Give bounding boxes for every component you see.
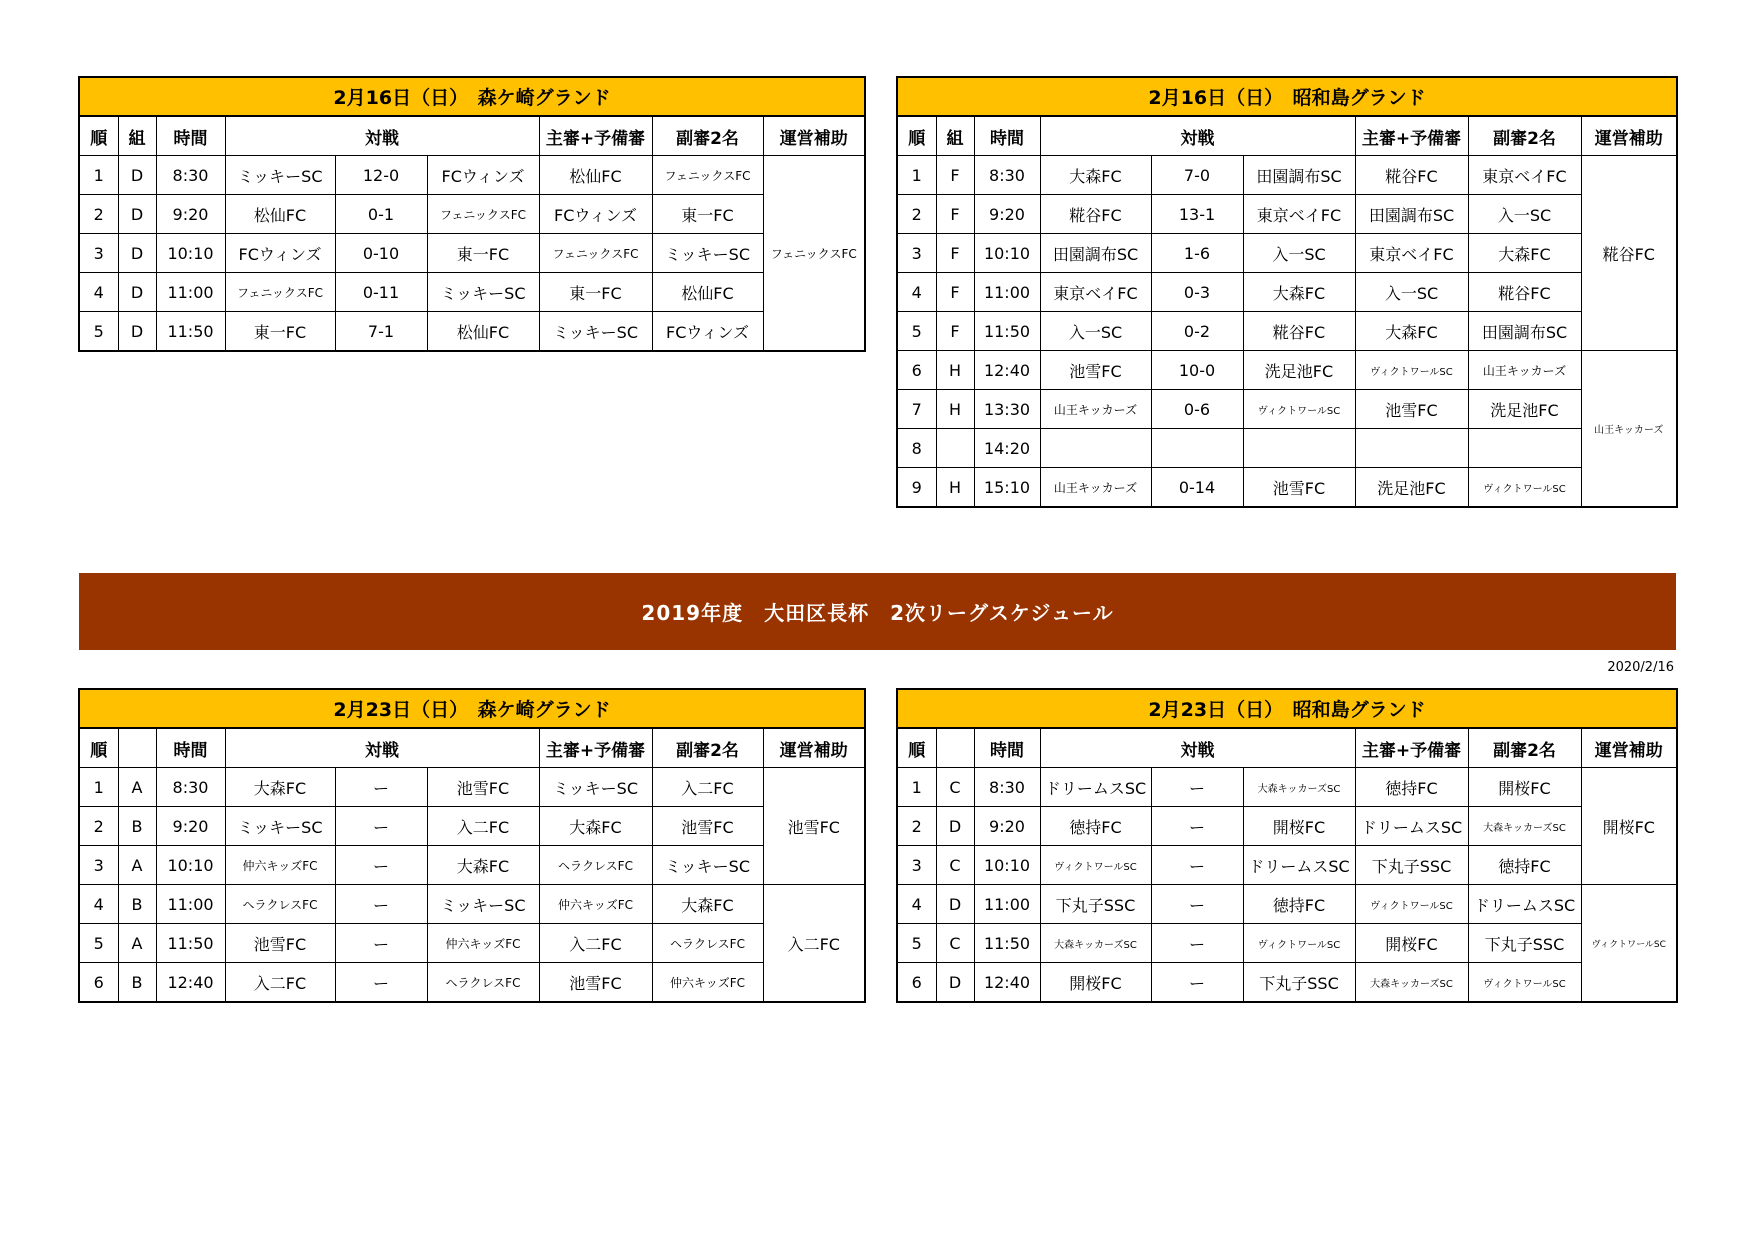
referee: 糀谷FC	[1355, 156, 1468, 195]
away-team: ヴィクトワールSC	[1243, 924, 1355, 963]
assistant-referees: 東一FC	[652, 195, 763, 234]
referee: 松仙FC	[539, 156, 652, 195]
assistant-referees: フェニックスFC	[652, 156, 763, 195]
page-title: 2019年度 大田区長杯 2次リーグスケジュール	[641, 601, 1114, 625]
match-group: F	[936, 156, 974, 195]
match-score: ー	[1151, 768, 1243, 807]
match-no: 5	[897, 312, 936, 351]
table-row	[79, 807, 865, 846]
col-header-group: 組	[936, 116, 974, 156]
col-header-time: 時間	[156, 116, 225, 156]
match-group: D	[118, 195, 156, 234]
table-row	[897, 156, 1677, 195]
match-group: D	[936, 807, 974, 846]
assistant-referees: 入一SC	[1468, 195, 1581, 234]
col-header-referee: 主審+予備審	[539, 116, 652, 156]
match-no: 1	[897, 156, 936, 195]
table-row	[897, 195, 1677, 234]
match-time: 10:10	[974, 234, 1040, 273]
referee: 大森FC	[539, 807, 652, 846]
table-caption: 2月23日（日） 昭和島グランド	[897, 689, 1677, 728]
home-team	[1040, 429, 1151, 468]
match-group: F	[936, 234, 974, 273]
home-team: 開桜FC	[1040, 963, 1151, 1003]
match-time: 11:00	[974, 885, 1040, 924]
referee: 池雪FC	[539, 963, 652, 1003]
match-score: ー	[335, 768, 427, 807]
assistant-referees: 洗足池FC	[1468, 390, 1581, 429]
home-team: FCウィンズ	[225, 234, 335, 273]
home-team: 下丸子SSC	[1040, 885, 1151, 924]
home-team: 大森FC	[1040, 156, 1151, 195]
away-team: 大森キッカーズSC	[1243, 768, 1355, 807]
home-team: 池雪FC	[225, 924, 335, 963]
col-header-assistants: 副審2名	[652, 116, 763, 156]
referee: 大森キッカーズSC	[1355, 963, 1468, 1003]
assistant-referees	[1468, 429, 1581, 468]
table-row	[79, 768, 865, 807]
match-score: ー	[1151, 885, 1243, 924]
away-team: 仲六キッズFC	[427, 924, 539, 963]
table-row	[897, 312, 1677, 351]
match-no: 8	[897, 429, 936, 468]
home-team: 松仙FC	[225, 195, 335, 234]
match-no: 4	[79, 273, 118, 312]
col-header-group	[936, 728, 974, 768]
support-team: 池雪FC	[763, 768, 865, 885]
match-group: B	[118, 807, 156, 846]
match-time: 11:50	[974, 924, 1040, 963]
match-time: 9:20	[156, 807, 225, 846]
match-time: 9:20	[156, 195, 225, 234]
match-time: 9:20	[974, 195, 1040, 234]
col-header-group: 組	[118, 116, 156, 156]
away-team: ミッキーSC	[427, 885, 539, 924]
col-header-match: 対戦	[225, 116, 539, 156]
match-time: 10:10	[974, 846, 1040, 885]
match-group: H	[936, 468, 974, 508]
match-time: 15:10	[974, 468, 1040, 508]
table-row	[897, 390, 1677, 429]
match-score: 0-2	[1151, 312, 1243, 351]
referee: 東一FC	[539, 273, 652, 312]
match-no: 3	[79, 846, 118, 885]
assistant-referees: ヴィクトワールSC	[1468, 963, 1581, 1003]
away-team: 池雪FC	[1243, 468, 1355, 508]
table-row	[897, 468, 1677, 508]
match-time: 12:40	[156, 963, 225, 1003]
updated-date: 2020/2/16	[1607, 660, 1674, 675]
table-row	[79, 234, 865, 273]
match-score: ー	[1151, 924, 1243, 963]
match-group: D	[118, 234, 156, 273]
referee: FCウィンズ	[539, 195, 652, 234]
home-team: 池雪FC	[1040, 351, 1151, 390]
home-team: 山王キッカーズ	[1040, 390, 1151, 429]
away-team: 大森FC	[1243, 273, 1355, 312]
away-team: 徳持FC	[1243, 885, 1355, 924]
col-header-assistants: 副審2名	[1468, 728, 1581, 768]
table-row	[79, 156, 865, 195]
col-header-no: 順	[79, 116, 118, 156]
match-group: D	[936, 885, 974, 924]
match-group: D	[118, 273, 156, 312]
match-score: ー	[335, 963, 427, 1003]
away-team: ミッキーSC	[427, 273, 539, 312]
match-group: C	[936, 924, 974, 963]
match-no: 5	[79, 312, 118, 352]
away-team: 大森FC	[427, 846, 539, 885]
match-score: 0-6	[1151, 390, 1243, 429]
match-no: 2	[79, 807, 118, 846]
match-time: 9:20	[974, 807, 1040, 846]
table-row	[79, 963, 865, 1003]
referee: 徳持FC	[1355, 768, 1468, 807]
match-no: 3	[79, 234, 118, 273]
home-team: 東京ベイFC	[1040, 273, 1151, 312]
match-time: 11:00	[156, 885, 225, 924]
col-header-assistants: 副審2名	[652, 728, 763, 768]
away-team: 洗足池FC	[1243, 351, 1355, 390]
referee: 入一SC	[1355, 273, 1468, 312]
match-score: ー	[335, 846, 427, 885]
match-time: 14:20	[974, 429, 1040, 468]
col-header-referee: 主審+予備審	[1355, 116, 1468, 156]
table-row	[897, 429, 1677, 468]
home-team: 田園調布SC	[1040, 234, 1151, 273]
table-row	[79, 846, 865, 885]
table-row	[79, 273, 865, 312]
match-group: H	[936, 351, 974, 390]
match-time: 11:50	[156, 924, 225, 963]
assistant-referees: ドリームスSC	[1468, 885, 1581, 924]
home-team: ヘラクレスFC	[225, 885, 335, 924]
match-group: F	[936, 273, 974, 312]
match-time: 12:40	[974, 351, 1040, 390]
match-time: 13:30	[974, 390, 1040, 429]
support-team: フェニックスFC	[763, 156, 865, 352]
assistant-referees: ヘラクレスFC	[652, 924, 763, 963]
col-header-time: 時間	[974, 116, 1040, 156]
match-group: C	[936, 846, 974, 885]
match-score: ー	[1151, 963, 1243, 1003]
match-group: B	[118, 963, 156, 1003]
home-team: 山王キッカーズ	[1040, 468, 1151, 508]
col-header-match: 対戦	[1040, 728, 1355, 768]
referee: 田園調布SC	[1355, 195, 1468, 234]
match-no: 4	[897, 273, 936, 312]
table-row	[897, 846, 1677, 885]
match-no: 3	[897, 234, 936, 273]
away-team: フェニックスFC	[427, 195, 539, 234]
referee: 入二FC	[539, 924, 652, 963]
match-no: 6	[79, 963, 118, 1003]
col-header-support: 運営補助	[1581, 728, 1677, 768]
away-team: ヴィクトワールSC	[1243, 390, 1355, 429]
match-no: 1	[79, 156, 118, 195]
assistant-referees: 徳持FC	[1468, 846, 1581, 885]
assistant-referees: 入二FC	[652, 768, 763, 807]
table-row	[897, 273, 1677, 312]
match-no: 5	[79, 924, 118, 963]
assistant-referees: 大森FC	[1468, 234, 1581, 273]
match-time: 8:30	[156, 768, 225, 807]
away-team: 開桜FC	[1243, 807, 1355, 846]
assistant-referees: 東京ベイFC	[1468, 156, 1581, 195]
referee: ミッキーSC	[539, 312, 652, 352]
away-team: 下丸子SSC	[1243, 963, 1355, 1003]
referee: 池雪FC	[1355, 390, 1468, 429]
assistant-referees: 糀谷FC	[1468, 273, 1581, 312]
table-caption: 2月16日（日） 昭和島グランド	[897, 77, 1677, 116]
referee: ヘラクレスFC	[539, 846, 652, 885]
referee: ドリームスSC	[1355, 807, 1468, 846]
col-header-no: 順	[897, 728, 936, 768]
match-group: A	[118, 768, 156, 807]
away-team: ヘラクレスFC	[427, 963, 539, 1003]
table-row	[897, 924, 1677, 963]
match-no: 4	[897, 885, 936, 924]
match-score: 1-6	[1151, 234, 1243, 273]
match-no: 6	[897, 963, 936, 1003]
table-row	[79, 885, 865, 924]
assistant-referees: 開桜FC	[1468, 768, 1581, 807]
support-team: 糀谷FC	[1581, 156, 1677, 351]
match-no: 2	[897, 195, 936, 234]
match-score: 13-1	[1151, 195, 1243, 234]
home-team: ヴィクトワールSC	[1040, 846, 1151, 885]
assistant-referees: ミッキーSC	[652, 846, 763, 885]
referee: 開桜FC	[1355, 924, 1468, 963]
table-row	[897, 807, 1677, 846]
match-score: 0-10	[335, 234, 427, 273]
referee: 東京ベイFC	[1355, 234, 1468, 273]
referee: 洗足池FC	[1355, 468, 1468, 508]
referee: ミッキーSC	[539, 768, 652, 807]
table-row	[897, 234, 1677, 273]
table-caption: 2月23日（日） 森ケ崎グランド	[79, 689, 865, 728]
match-time: 8:30	[156, 156, 225, 195]
match-score: 0-11	[335, 273, 427, 312]
home-team: 大森キッカーズSC	[1040, 924, 1151, 963]
assistant-referees: 大森キッカーズSC	[1468, 807, 1581, 846]
table-row	[897, 963, 1677, 1003]
away-team	[1243, 429, 1355, 468]
match-score: 12-0	[335, 156, 427, 195]
support-team: 入二FC	[763, 885, 865, 1003]
home-team: フェニックスFC	[225, 273, 335, 312]
match-score: ー	[1151, 846, 1243, 885]
match-group: B	[118, 885, 156, 924]
table-caption: 2月16日（日） 森ケ崎グランド	[79, 77, 865, 116]
away-team: ドリームスSC	[1243, 846, 1355, 885]
assistant-referees: ヴィクトワールSC	[1468, 468, 1581, 508]
home-team: 入二FC	[225, 963, 335, 1003]
match-score: 0-14	[1151, 468, 1243, 508]
home-team: 東一FC	[225, 312, 335, 352]
table-row	[79, 924, 865, 963]
match-group: D	[118, 312, 156, 352]
match-time: 10:10	[156, 234, 225, 273]
match-no: 2	[897, 807, 936, 846]
referee	[1355, 429, 1468, 468]
away-team: 田園調布SC	[1243, 156, 1355, 195]
match-score: 10-0	[1151, 351, 1243, 390]
col-header-no: 順	[897, 116, 936, 156]
match-group: F	[936, 195, 974, 234]
match-score: 0-3	[1151, 273, 1243, 312]
assistant-referees: 仲六キッズFC	[652, 963, 763, 1003]
home-team: ミッキーSC	[225, 156, 335, 195]
assistant-referees: ミッキーSC	[652, 234, 763, 273]
col-header-referee: 主審+予備審	[539, 728, 652, 768]
match-score: 0-1	[335, 195, 427, 234]
away-team: 入二FC	[427, 807, 539, 846]
match-no: 9	[897, 468, 936, 508]
support-team: 山王キッカーズ	[1581, 351, 1677, 508]
match-group: A	[118, 846, 156, 885]
schedule-table-feb16-morigasaki	[78, 76, 866, 352]
table-row	[897, 768, 1677, 807]
table-row	[897, 885, 1677, 924]
match-no: 1	[79, 768, 118, 807]
col-header-match: 対戦	[225, 728, 539, 768]
schedule-table-feb16-showajima	[896, 76, 1678, 508]
match-score: 7-1	[335, 312, 427, 352]
assistant-referees: 池雪FC	[652, 807, 763, 846]
match-no: 3	[897, 846, 936, 885]
match-group: F	[936, 312, 974, 351]
match-time: 11:50	[974, 312, 1040, 351]
home-team: ミッキーSC	[225, 807, 335, 846]
col-header-assistants: 副審2名	[1468, 116, 1581, 156]
match-score: ー	[335, 885, 427, 924]
match-time: 11:50	[156, 312, 225, 352]
page-title-banner	[79, 573, 1676, 650]
assistant-referees: FCウィンズ	[652, 312, 763, 352]
referee: 仲六キッズFC	[539, 885, 652, 924]
match-group: A	[118, 924, 156, 963]
home-team: 入一SC	[1040, 312, 1151, 351]
referee: ヴィクトワールSC	[1355, 351, 1468, 390]
col-header-support: 運営補助	[1581, 116, 1677, 156]
assistant-referees: 下丸子SSC	[1468, 924, 1581, 963]
match-time: 11:00	[156, 273, 225, 312]
match-group: D	[118, 156, 156, 195]
referee: フェニックスFC	[539, 234, 652, 273]
table-row	[897, 351, 1677, 390]
col-header-group	[118, 728, 156, 768]
match-group: D	[936, 963, 974, 1003]
match-no: 1	[897, 768, 936, 807]
match-no: 6	[897, 351, 936, 390]
support-team: ヴィクトワールSC	[1581, 885, 1677, 1003]
schedule-table-feb23-morigasaki	[78, 688, 866, 1003]
away-team: 東一FC	[427, 234, 539, 273]
match-group: H	[936, 390, 974, 429]
assistant-referees: 大森FC	[652, 885, 763, 924]
match-time: 12:40	[974, 963, 1040, 1003]
col-header-support: 運営補助	[763, 116, 865, 156]
match-no: 4	[79, 885, 118, 924]
table-row	[79, 312, 865, 352]
home-team: 大森FC	[225, 768, 335, 807]
col-header-referee: 主審+予備審	[1355, 728, 1468, 768]
referee: ヴィクトワールSC	[1355, 885, 1468, 924]
assistant-referees: 松仙FC	[652, 273, 763, 312]
match-time: 10:10	[156, 846, 225, 885]
assistant-referees: 山王キッカーズ	[1468, 351, 1581, 390]
match-group: C	[936, 768, 974, 807]
away-team: 東京ベイFC	[1243, 195, 1355, 234]
col-header-time: 時間	[156, 728, 225, 768]
away-team: 松仙FC	[427, 312, 539, 352]
referee: 大森FC	[1355, 312, 1468, 351]
match-score: 7-0	[1151, 156, 1243, 195]
match-score	[1151, 429, 1243, 468]
match-score: ー	[335, 807, 427, 846]
match-time: 11:00	[974, 273, 1040, 312]
table-row	[79, 195, 865, 234]
home-team: 徳持FC	[1040, 807, 1151, 846]
away-team: FCウィンズ	[427, 156, 539, 195]
away-team: 池雪FC	[427, 768, 539, 807]
assistant-referees: 田園調布SC	[1468, 312, 1581, 351]
col-header-match: 対戦	[1040, 116, 1355, 156]
match-no: 7	[897, 390, 936, 429]
away-team: 糀谷FC	[1243, 312, 1355, 351]
home-team: ドリームスSC	[1040, 768, 1151, 807]
match-score: ー	[335, 924, 427, 963]
match-time: 8:30	[974, 156, 1040, 195]
support-team: 開桜FC	[1581, 768, 1677, 885]
home-team: 糀谷FC	[1040, 195, 1151, 234]
match-score: ー	[1151, 807, 1243, 846]
col-header-no: 順	[79, 728, 118, 768]
away-team: 入一SC	[1243, 234, 1355, 273]
col-header-time: 時間	[974, 728, 1040, 768]
home-team: 仲六キッズFC	[225, 846, 335, 885]
match-time: 8:30	[974, 768, 1040, 807]
referee: 下丸子SSC	[1355, 846, 1468, 885]
schedule-table-feb23-showajima	[896, 688, 1678, 1003]
match-no: 2	[79, 195, 118, 234]
match-group	[936, 429, 974, 468]
match-no: 5	[897, 924, 936, 963]
col-header-support: 運営補助	[763, 728, 865, 768]
